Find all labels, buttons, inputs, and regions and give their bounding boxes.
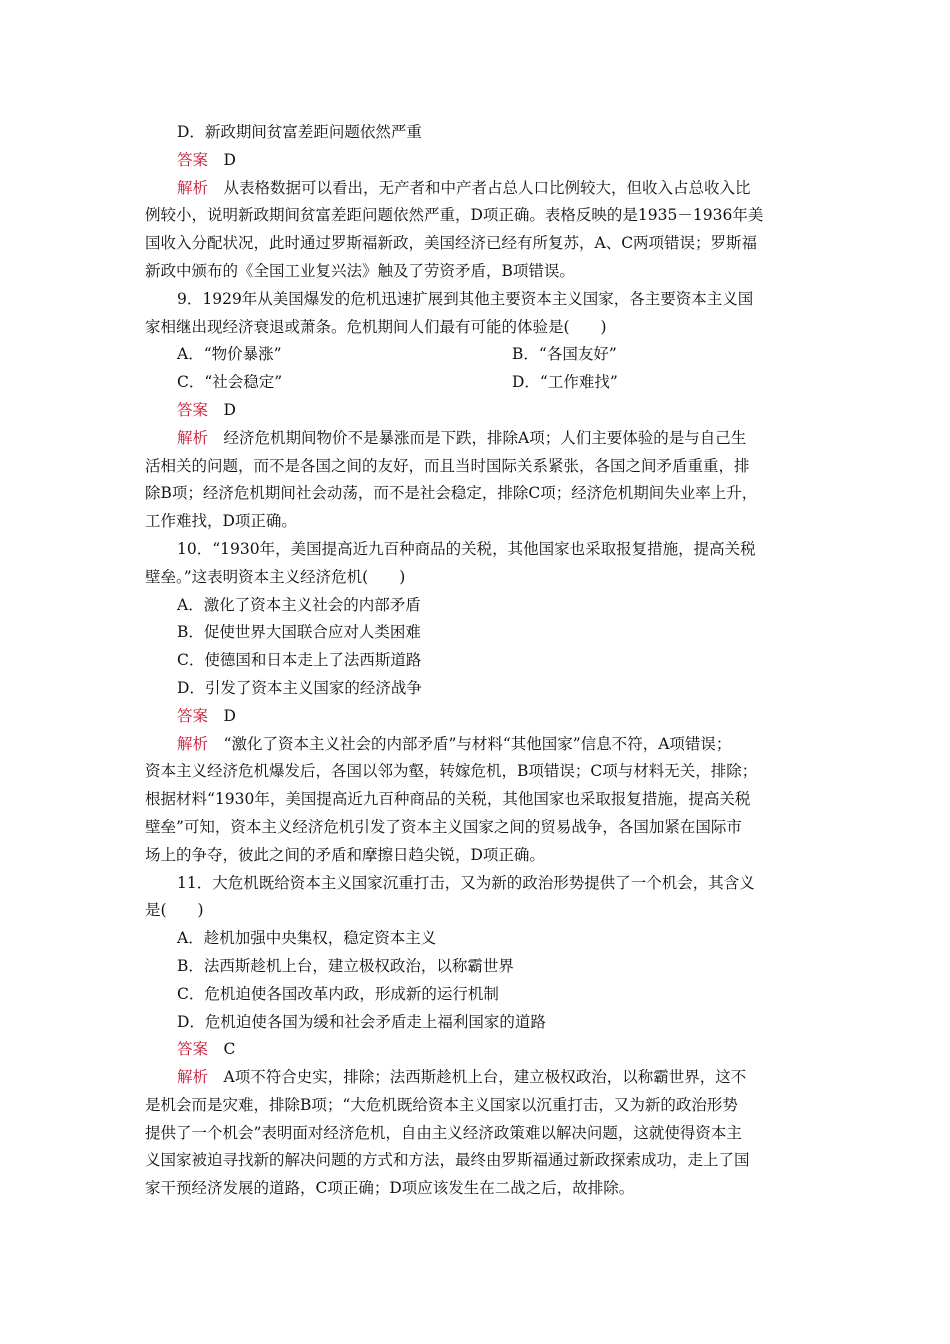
answer-label: 答案 [177,1040,209,1059]
q11-analysis-line: 家干预经济发展的道路，C项正确；D项应该发生在二战之后，故排除。 [145,1179,635,1198]
q8-analysis-line: 新政中颁布的《全国工业复兴法》触及了劳资矛盾，B项错误。 [145,261,575,280]
q11-answer [145,1036,815,1064]
q10-option-d: D．引发了资本主义国家的经济战争 [177,678,422,697]
q11-stem: 11．大危机既给资本主义国家沉重打击，又为新的政治形势提供了一个机会，其含义 [177,873,755,892]
q9-analysis-line: 活相关的问题，而不是各国之间的友好，而且当时国际关系紧张，各国之间矛盾重重，排 [145,456,750,475]
answer-value: D [223,706,236,725]
q10-analysis-line: 解析 “激化了资本主义社会的内部矛盾”与材料“其他国家”信息不符，A项错误； [177,734,732,753]
q9-analysis-line: 解析 经济危机期间物价不是暴涨而是下跌，排除A项；人们主要体验的是与自己生 [177,428,747,447]
q9-analysis-line: 除B项；经济危机期间社会动荡，而不是社会稳定，排除C项；经济危机期间失业率上升， [145,484,758,503]
q11-analysis-line: 解析 A项不符合史实，排除；法西斯趁机上台，建立极权政治，以称霸世界，这不 [177,1068,747,1087]
q11-option-a: A．趁机加强中央集权，稳定资本主义 [177,929,437,948]
q8-analysis-line: 国收入分配状况，此时通过罗斯福新政，美国经济已经有所复苏，A、C两项错误；罗斯福 [145,234,758,253]
answer-value: C [223,1040,236,1059]
q9-options-row [145,341,815,369]
answer-value: D [223,150,236,169]
q10-analysis-line: 根据材料“1930年，美国提高近九百种商品的关税，其他国家也采取报复措施，提高关税 [145,790,751,809]
q11-analysis-line: 义国家被迫寻找新的解决问题的方式和方法，最终由罗斯福通过新政探索成功，走上了国 [145,1151,750,1170]
q10-stem: 壁垒。”这表明资本主义经济危机( ) [145,567,406,586]
answer-label: 答案 [177,150,209,169]
q10-answer [145,703,815,731]
q9-option-d: D．“工作难找” [512,373,618,392]
analysis-label: 解析 [177,428,209,447]
q10-option-a: A．激化了资本主义社会的内部矛盾 [177,595,421,614]
q10-option-c: C．使德国和日本走上了法西斯道路 [177,651,422,670]
q9-option-a: A．“物价暴涨” [177,345,282,364]
answer-value: D [223,400,236,419]
q8-option-d: D．新政期间贫富差距问题依然严重 [177,123,422,141]
q10-analysis-line: 资本主义经济危机爆发后，各国以邻为壑，转嫁危机，B项错误；C项与材料无关，排除； [145,762,758,781]
q9-analysis-line: 工作难找，D项正确。 [145,512,297,531]
q9-stem: 家相继出现经济衰退或萧条。危机期间人们最有可能的体验是( ) [145,317,607,336]
q9-answer [145,397,815,425]
q8-analysis-line: 例较小，说明新政期间贫富差距问题依然严重，D项正确。表格反映的是1935－1936年美 [145,206,764,225]
analysis-label: 解析 [177,1068,209,1087]
q11-analysis-line: 提供了一个机会”表明面对经济危机，自由主义经济政策难以解决问题，这就使得资本主 [145,1123,742,1142]
q10-analysis-line: 场上的争夺，彼此之间的矛盾和摩擦日趋尖锐，D项正确。 [145,845,545,864]
document-body [145,119,815,1203]
answer-label: 答案 [177,706,209,725]
q10-stem: 10．“1930年，美国提高近九百种商品的关税，其他国家也采取报复措施，提高关税 [177,539,756,558]
q11-stem: 是( ) [145,901,204,920]
q9-option-b: B．“各国友好” [512,345,617,364]
q9-options-row [145,369,815,397]
q10-analysis-line: 壁垒”可知，资本主义经济危机引发了资本主义国家之间的贸易战争，各国加紧在国际市 [145,817,742,836]
answer-label: 答案 [177,400,209,419]
q11-option-b: B．法西斯趁机上台，建立极权政治，以称霸世界 [177,956,514,975]
analysis-label: 解析 [177,178,209,197]
q9-stem: 9．1929年从美国爆发的危机迅速扩展到其他主要资本主义国家，各主要资本主义国 [177,289,754,308]
q9-option-c: C．“社会稳定” [177,373,283,392]
q10-option-b: B．促使世界大国联合应对人类困难 [177,623,421,642]
q8-analysis-line: 解析 从表格数据可以看出，无产者和中产者占总人口比例较大，但收入占总收入比 [177,178,751,197]
q11-option-d: D．危机迫使各国为缓和社会矛盾走上福利国家的道路 [177,1012,546,1031]
q11-analysis-line: 是机会而是灾难，排除B项；“大危机既给资本主义国家以沉重打击，又为新的政治形势 [145,1095,738,1114]
q8-answer [145,147,815,175]
q11-option-c: C．危机迫使各国改革内政，形成新的运行机制 [177,984,499,1003]
analysis-label: 解析 [177,734,209,753]
